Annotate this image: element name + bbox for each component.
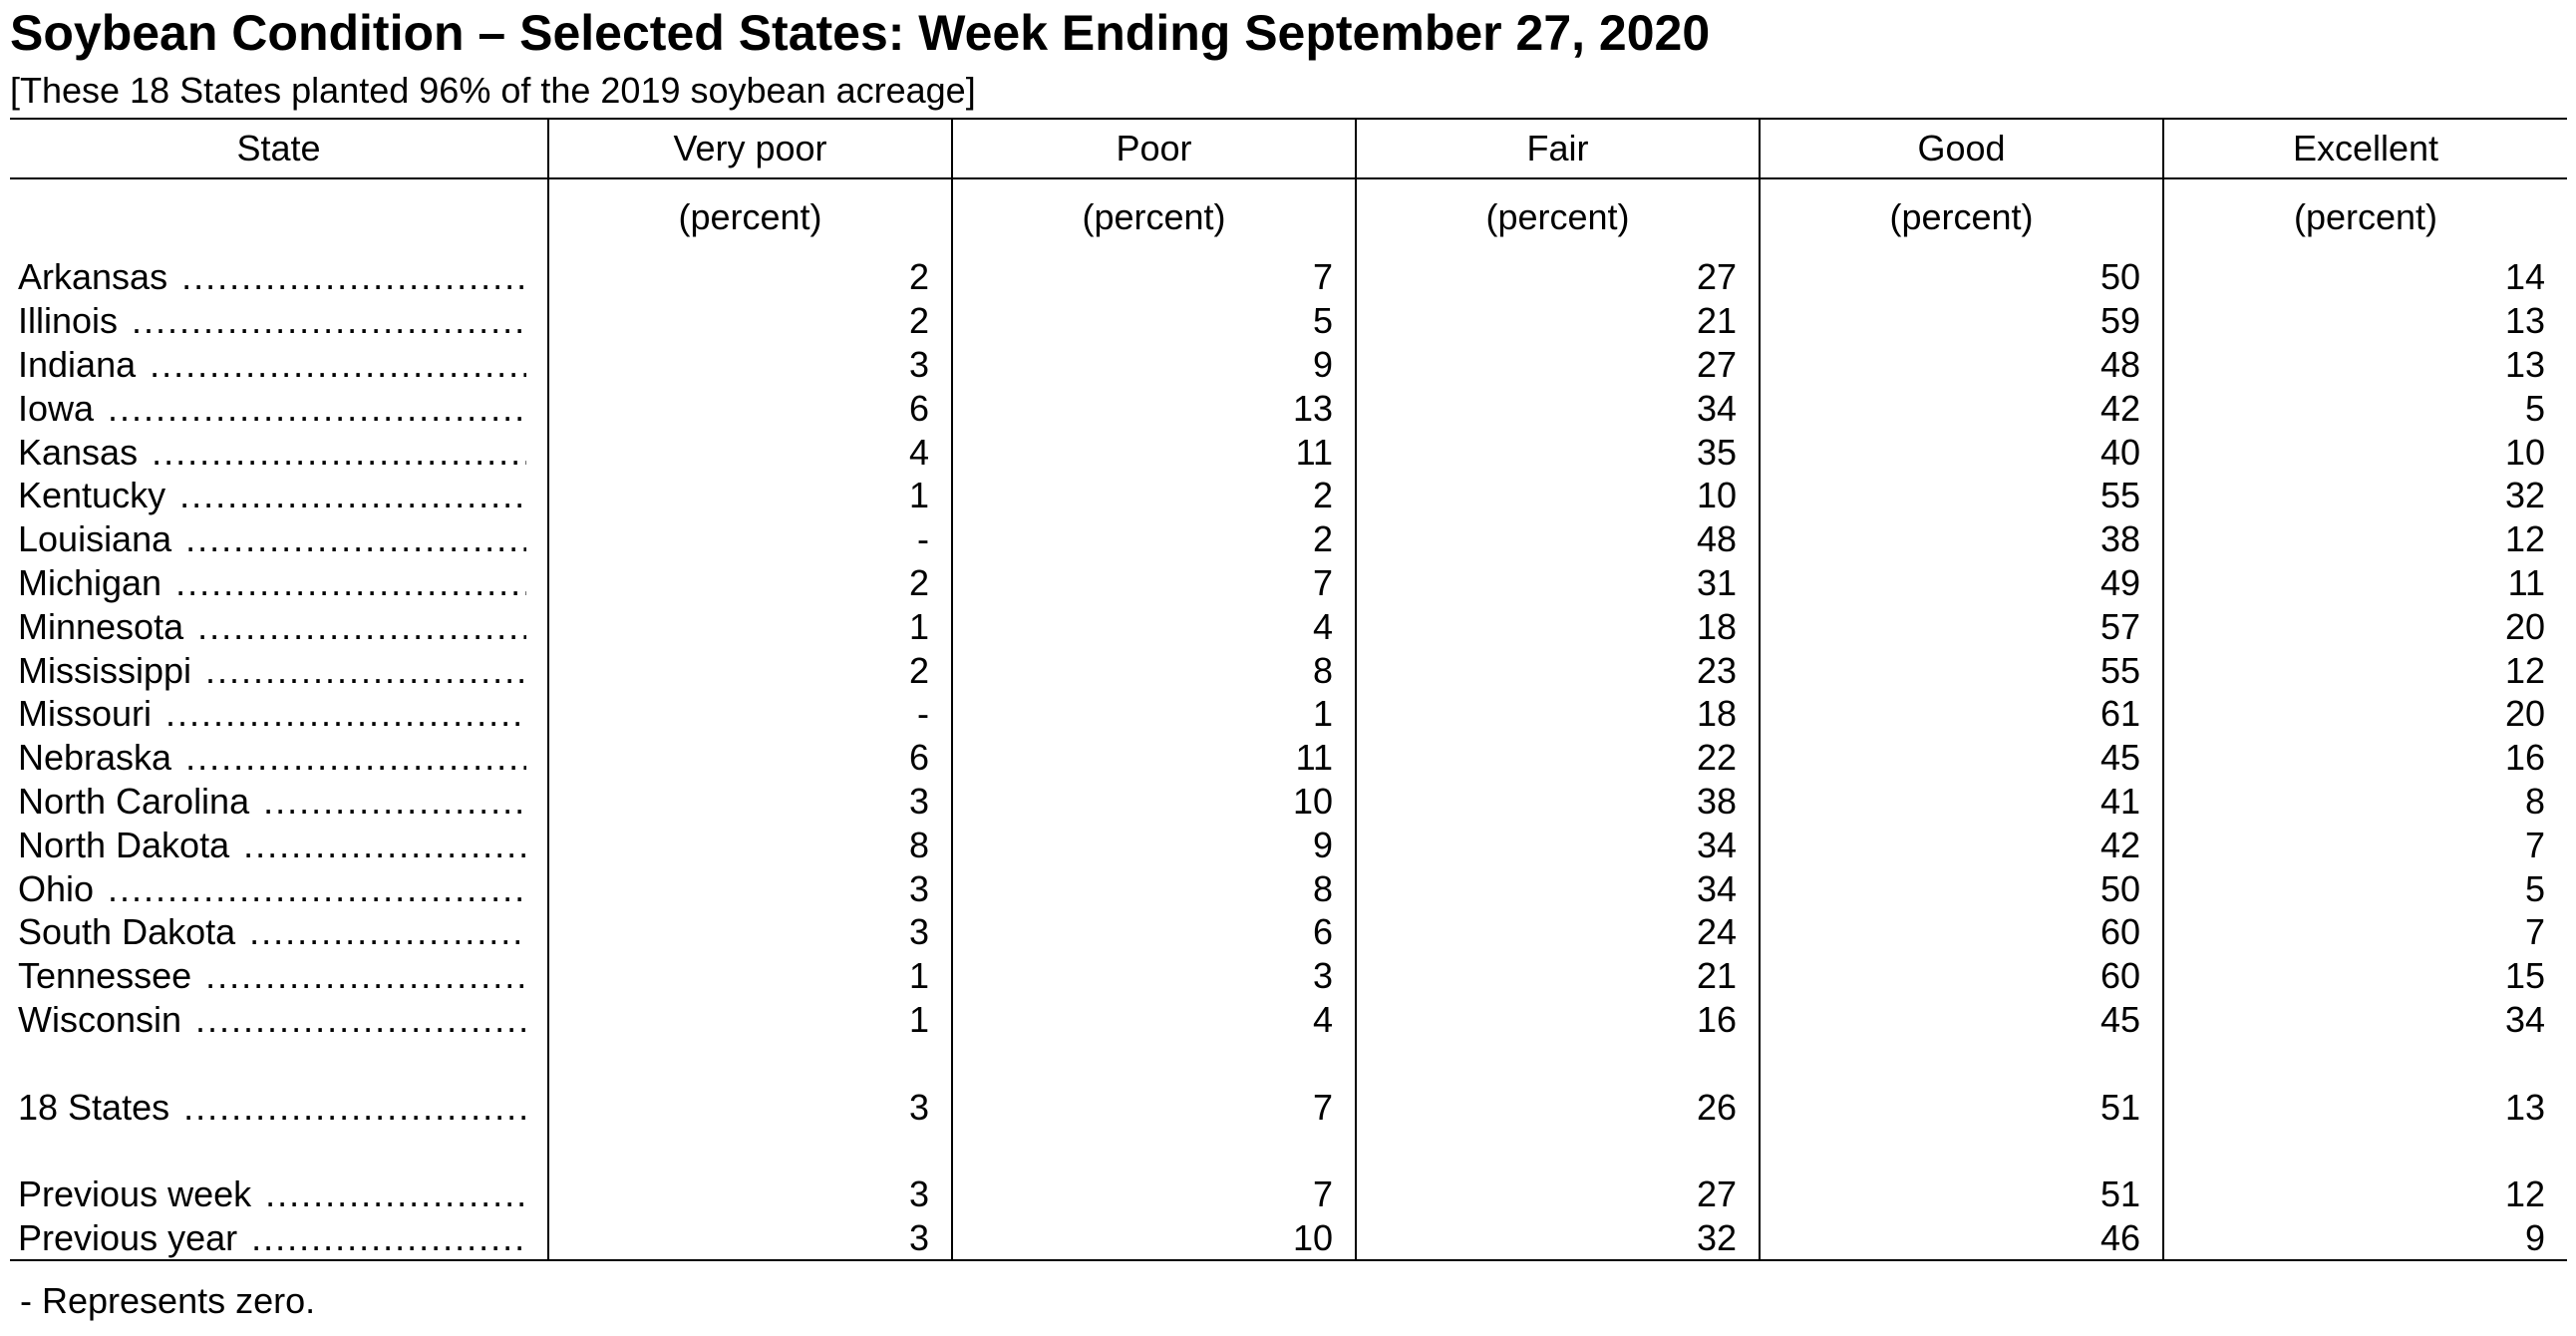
value-cell-good: 57 bbox=[1760, 604, 2163, 648]
value-cell-excellent: 7 bbox=[2163, 910, 2567, 954]
column-header-poor: Poor bbox=[952, 119, 1356, 178]
dot-leader bbox=[183, 1086, 526, 1129]
value-cell-excellent: 12 bbox=[2163, 517, 2567, 561]
state-cell bbox=[10, 299, 548, 343]
dot-leader bbox=[181, 255, 526, 298]
value-cell-excellent: 5 bbox=[2163, 386, 2567, 430]
report-page bbox=[10, 0, 2567, 1321]
dot-leader bbox=[165, 692, 526, 735]
state-label-with-leader bbox=[18, 998, 526, 1041]
table-row bbox=[10, 299, 2567, 343]
dot-leader bbox=[185, 517, 526, 560]
value-cell-good: 51 bbox=[1760, 1172, 2163, 1216]
state-label-with-leader bbox=[18, 780, 526, 823]
value-cell-excellent: 15 bbox=[2163, 954, 2567, 998]
state-cell bbox=[10, 255, 548, 299]
total-row bbox=[10, 1085, 2567, 1129]
value-cell-excellent: 7 bbox=[2163, 823, 2567, 866]
value-cell-fair: 10 bbox=[1356, 474, 1760, 517]
state-label-with-leader bbox=[18, 1086, 526, 1129]
unit-cell: (percent) bbox=[952, 178, 1356, 255]
value-cell-excellent: 12 bbox=[2163, 648, 2567, 692]
dot-leader bbox=[185, 736, 526, 779]
spacer-cell bbox=[952, 1041, 1356, 1085]
value-cell-fair: 38 bbox=[1356, 780, 1760, 824]
value-cell-fair: 48 bbox=[1356, 517, 1760, 561]
state-cell bbox=[10, 692, 548, 736]
value-cell-very-poor: 1 bbox=[548, 474, 952, 517]
value-cell-fair: 22 bbox=[1356, 736, 1760, 780]
value-cell-good: 50 bbox=[1760, 866, 2163, 910]
state-name: Illinois bbox=[18, 300, 119, 342]
value-cell-excellent: 9 bbox=[2163, 1216, 2567, 1261]
value-cell-good: 51 bbox=[1760, 1085, 2163, 1129]
state-name: Kentucky bbox=[18, 475, 166, 516]
value-cell-poor: 7 bbox=[952, 1172, 1356, 1216]
value-cell-good: 40 bbox=[1760, 430, 2163, 474]
value-cell-very-poor: 8 bbox=[548, 823, 952, 866]
value-cell-poor: 8 bbox=[952, 648, 1356, 692]
value-cell-poor: 6 bbox=[952, 910, 1356, 954]
value-cell-poor: 2 bbox=[952, 517, 1356, 561]
dot-leader bbox=[205, 649, 526, 692]
dot-leader bbox=[205, 954, 526, 997]
value-cell-very-poor: - bbox=[548, 517, 952, 561]
value-cell-good: 61 bbox=[1760, 692, 2163, 736]
table-row bbox=[10, 648, 2567, 692]
value-cell-very-poor: 2 bbox=[548, 561, 952, 605]
state-name: Ohio bbox=[18, 867, 95, 909]
state-label-with-leader bbox=[18, 910, 526, 953]
value-cell-very-poor: 4 bbox=[548, 430, 952, 474]
table-row bbox=[10, 255, 2567, 299]
value-cell-fair: 32 bbox=[1356, 1216, 1760, 1261]
value-cell-good: 41 bbox=[1760, 780, 2163, 824]
dot-leader bbox=[195, 998, 526, 1041]
value-cell-fair: 27 bbox=[1356, 343, 1760, 387]
spacer-cell bbox=[548, 1129, 952, 1172]
state-cell bbox=[10, 910, 548, 954]
value-cell-very-poor: 1 bbox=[548, 998, 952, 1042]
value-cell-good: 38 bbox=[1760, 517, 2163, 561]
state-label-with-leader bbox=[18, 474, 526, 516]
value-cell-good: 48 bbox=[1760, 343, 2163, 387]
value-cell-poor: 3 bbox=[952, 954, 1356, 998]
value-cell-very-poor: 1 bbox=[548, 954, 952, 998]
table-row bbox=[10, 823, 2567, 866]
value-cell-good: 46 bbox=[1760, 1216, 2163, 1261]
state-label-with-leader bbox=[18, 1172, 526, 1215]
spacer-cell bbox=[1356, 1041, 1760, 1085]
dot-leader bbox=[243, 824, 526, 866]
column-header-state: State bbox=[10, 119, 548, 178]
state-label-with-leader bbox=[18, 517, 526, 560]
value-cell-poor: 5 bbox=[952, 299, 1356, 343]
value-cell-poor: 13 bbox=[952, 386, 1356, 430]
report-subtitle: [These 18 States planted 96% of the 2019 soybean acreage] bbox=[10, 70, 976, 111]
state-name: Nebraska bbox=[18, 737, 172, 779]
value-cell-very-poor: 3 bbox=[548, 866, 952, 910]
value-cell-poor: 7 bbox=[952, 255, 1356, 299]
state-name: North Dakota bbox=[18, 824, 230, 865]
footnote: - Represents zero. bbox=[20, 1280, 316, 1321]
value-cell-excellent: 34 bbox=[2163, 998, 2567, 1042]
value-cell-excellent: 13 bbox=[2163, 343, 2567, 387]
value-cell-fair: 16 bbox=[1356, 998, 1760, 1042]
value-cell-fair: 23 bbox=[1356, 648, 1760, 692]
value-cell-good: 59 bbox=[1760, 299, 2163, 343]
value-cell-good: 49 bbox=[1760, 561, 2163, 605]
dot-leader bbox=[251, 1216, 526, 1259]
state-cell bbox=[10, 430, 548, 474]
value-cell-fair: 18 bbox=[1356, 692, 1760, 736]
unit-cell: (percent) bbox=[1356, 178, 1760, 255]
table-row bbox=[10, 386, 2567, 430]
value-cell-very-poor: 3 bbox=[548, 343, 952, 387]
dot-leader bbox=[132, 299, 526, 342]
state-cell bbox=[10, 736, 548, 780]
unit-cell bbox=[10, 178, 548, 255]
value-cell-fair: 34 bbox=[1356, 866, 1760, 910]
state-label-with-leader bbox=[18, 824, 526, 866]
value-cell-good: 60 bbox=[1760, 910, 2163, 954]
header-row bbox=[10, 119, 2567, 178]
value-cell-good: 45 bbox=[1760, 998, 2163, 1042]
spacer-cell bbox=[10, 1041, 548, 1085]
value-cell-fair: 27 bbox=[1356, 1172, 1760, 1216]
table-row bbox=[10, 736, 2567, 780]
state-name: Minnesota bbox=[18, 605, 184, 647]
state-name: 18 States bbox=[18, 1086, 170, 1128]
value-cell-very-poor: 1 bbox=[548, 604, 952, 648]
value-cell-excellent: 11 bbox=[2163, 561, 2567, 605]
value-cell-poor: 8 bbox=[952, 866, 1356, 910]
value-cell-good: 42 bbox=[1760, 386, 2163, 430]
value-cell-very-poor: 3 bbox=[548, 910, 952, 954]
value-cell-very-poor: 6 bbox=[548, 386, 952, 430]
value-cell-fair: 21 bbox=[1356, 299, 1760, 343]
value-cell-fair: 34 bbox=[1356, 823, 1760, 866]
state-label-with-leader bbox=[18, 387, 526, 430]
table-row bbox=[10, 517, 2567, 561]
value-cell-very-poor: 3 bbox=[548, 1085, 952, 1129]
table-row bbox=[10, 998, 2567, 1042]
state-cell bbox=[10, 998, 548, 1042]
value-cell-fair: 34 bbox=[1356, 386, 1760, 430]
value-cell-poor: 11 bbox=[952, 430, 1356, 474]
value-cell-excellent: 13 bbox=[2163, 299, 2567, 343]
state-name: Missouri bbox=[18, 693, 153, 735]
state-label-with-leader bbox=[18, 343, 526, 386]
dot-leader bbox=[265, 1172, 526, 1215]
state-name: Tennessee bbox=[18, 955, 192, 997]
unit-row bbox=[10, 178, 2567, 255]
value-cell-good: 50 bbox=[1760, 255, 2163, 299]
state-cell bbox=[10, 1216, 548, 1261]
table-row bbox=[10, 692, 2567, 736]
value-cell-poor: 2 bbox=[952, 474, 1356, 517]
value-cell-very-poor: 2 bbox=[548, 255, 952, 299]
value-cell-fair: 35 bbox=[1356, 430, 1760, 474]
state-name: Iowa bbox=[18, 387, 95, 429]
value-cell-excellent: 10 bbox=[2163, 430, 2567, 474]
spacer-cell bbox=[952, 1129, 1356, 1172]
state-name: South Dakota bbox=[18, 911, 236, 953]
value-cell-poor: 4 bbox=[952, 604, 1356, 648]
value-cell-fair: 18 bbox=[1356, 604, 1760, 648]
state-cell bbox=[10, 823, 548, 866]
value-cell-fair: 21 bbox=[1356, 954, 1760, 998]
state-name: Louisiana bbox=[18, 518, 172, 560]
state-name: Kansas bbox=[18, 431, 139, 473]
unit-cell: (percent) bbox=[1760, 178, 2163, 255]
dot-leader bbox=[249, 910, 526, 953]
state-label-with-leader bbox=[18, 736, 526, 779]
condition-table bbox=[10, 118, 2567, 1261]
dot-leader bbox=[152, 431, 526, 474]
state-cell bbox=[10, 1085, 548, 1129]
value-cell-poor: 10 bbox=[952, 1216, 1356, 1261]
spacer-cell bbox=[1356, 1129, 1760, 1172]
previous-year-row bbox=[10, 1216, 2567, 1261]
column-header-fair: Fair bbox=[1356, 119, 1760, 178]
value-cell-excellent: 20 bbox=[2163, 604, 2567, 648]
value-cell-good: 42 bbox=[1760, 823, 2163, 866]
report-title: Soybean Condition – Selected States: Week Ending September 27, 2020 bbox=[10, 5, 1711, 61]
state-label-with-leader bbox=[18, 692, 526, 735]
value-cell-excellent: 16 bbox=[2163, 736, 2567, 780]
value-cell-excellent: 8 bbox=[2163, 780, 2567, 824]
state-name: Mississippi bbox=[18, 649, 192, 691]
value-cell-very-poor: 2 bbox=[548, 648, 952, 692]
table-row bbox=[10, 343, 2567, 387]
state-name: Michigan bbox=[18, 561, 162, 603]
value-cell-very-poor: 6 bbox=[548, 736, 952, 780]
dot-leader bbox=[263, 780, 526, 823]
spacer-cell bbox=[2163, 1041, 2567, 1085]
table-row bbox=[10, 954, 2567, 998]
value-cell-fair: 24 bbox=[1356, 910, 1760, 954]
dot-leader bbox=[108, 867, 526, 910]
value-cell-poor: 1 bbox=[952, 692, 1356, 736]
value-cell-excellent: 13 bbox=[2163, 1085, 2567, 1129]
table-row bbox=[10, 561, 2567, 605]
state-label-with-leader bbox=[18, 299, 526, 342]
value-cell-poor: 9 bbox=[952, 823, 1356, 866]
state-label-with-leader bbox=[18, 867, 526, 910]
value-cell-excellent: 32 bbox=[2163, 474, 2567, 517]
value-cell-excellent: 5 bbox=[2163, 866, 2567, 910]
dot-leader bbox=[197, 605, 526, 648]
value-cell-poor: 10 bbox=[952, 780, 1356, 824]
state-label-with-leader bbox=[18, 255, 526, 298]
state-cell bbox=[10, 780, 548, 824]
state-cell bbox=[10, 954, 548, 998]
spacer-cell bbox=[2163, 1129, 2567, 1172]
spacer-cell bbox=[1760, 1129, 2163, 1172]
value-cell-fair: 27 bbox=[1356, 255, 1760, 299]
unit-cell: (percent) bbox=[548, 178, 952, 255]
spacer-row bbox=[10, 1129, 2567, 1172]
value-cell-poor: 9 bbox=[952, 343, 1356, 387]
column-header-very-poor: Very poor bbox=[548, 119, 952, 178]
state-name: Arkansas bbox=[18, 256, 168, 298]
state-name: Indiana bbox=[18, 343, 137, 385]
state-cell bbox=[10, 561, 548, 605]
table-body bbox=[10, 178, 2567, 1260]
table-row bbox=[10, 430, 2567, 474]
dot-leader bbox=[108, 387, 526, 430]
dot-leader bbox=[175, 561, 526, 604]
value-cell-good: 45 bbox=[1760, 736, 2163, 780]
state-name: Previous year bbox=[18, 1216, 238, 1258]
value-cell-very-poor: 3 bbox=[548, 780, 952, 824]
value-cell-poor: 7 bbox=[952, 561, 1356, 605]
value-cell-fair: 26 bbox=[1356, 1085, 1760, 1129]
column-header-good: Good bbox=[1760, 119, 2163, 178]
value-cell-fair: 31 bbox=[1356, 561, 1760, 605]
previous-week-row bbox=[10, 1172, 2567, 1216]
state-cell bbox=[10, 517, 548, 561]
state-cell bbox=[10, 604, 548, 648]
table-row bbox=[10, 910, 2567, 954]
state-cell bbox=[10, 343, 548, 387]
value-cell-good: 60 bbox=[1760, 954, 2163, 998]
value-cell-very-poor: 2 bbox=[548, 299, 952, 343]
table-row bbox=[10, 780, 2567, 824]
unit-cell: (percent) bbox=[2163, 178, 2567, 255]
value-cell-poor: 7 bbox=[952, 1085, 1356, 1129]
dot-leader bbox=[150, 343, 526, 386]
state-label-with-leader bbox=[18, 561, 526, 604]
dot-leader bbox=[179, 474, 526, 516]
state-cell bbox=[10, 386, 548, 430]
spacer-row bbox=[10, 1041, 2567, 1085]
value-cell-poor: 4 bbox=[952, 998, 1356, 1042]
state-cell bbox=[10, 1172, 548, 1216]
state-name: North Carolina bbox=[18, 780, 250, 822]
state-label-with-leader bbox=[18, 1216, 526, 1259]
value-cell-poor: 11 bbox=[952, 736, 1356, 780]
table-row bbox=[10, 604, 2567, 648]
value-cell-very-poor: 3 bbox=[548, 1216, 952, 1261]
value-cell-excellent: 20 bbox=[2163, 692, 2567, 736]
state-name: Wisconsin bbox=[18, 998, 182, 1040]
state-label-with-leader bbox=[18, 649, 526, 692]
value-cell-good: 55 bbox=[1760, 474, 2163, 517]
state-name: Previous week bbox=[18, 1173, 252, 1215]
column-header-excellent: Excellent bbox=[2163, 119, 2567, 178]
spacer-cell bbox=[548, 1041, 952, 1085]
state-cell bbox=[10, 474, 548, 517]
spacer-cell bbox=[1760, 1041, 2163, 1085]
state-label-with-leader bbox=[18, 605, 526, 648]
state-cell bbox=[10, 648, 548, 692]
state-label-with-leader bbox=[18, 954, 526, 997]
value-cell-very-poor: 3 bbox=[548, 1172, 952, 1216]
table-row bbox=[10, 474, 2567, 517]
table-row bbox=[10, 866, 2567, 910]
value-cell-very-poor: - bbox=[548, 692, 952, 736]
spacer-cell bbox=[10, 1129, 548, 1172]
value-cell-excellent: 12 bbox=[2163, 1172, 2567, 1216]
state-label-with-leader bbox=[18, 431, 526, 474]
value-cell-good: 55 bbox=[1760, 648, 2163, 692]
state-cell bbox=[10, 866, 548, 910]
value-cell-excellent: 14 bbox=[2163, 255, 2567, 299]
